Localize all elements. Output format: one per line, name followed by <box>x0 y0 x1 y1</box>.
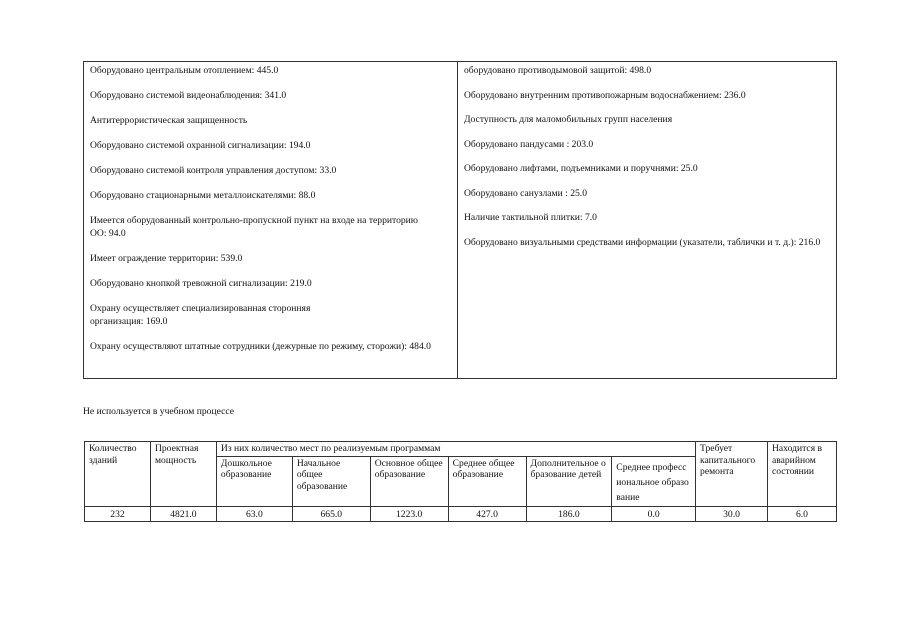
equipment-item: Оборудовано стационарными металлоискателями: 88.0 <box>90 190 316 201</box>
cell-buildings: 232 <box>85 506 151 522</box>
equipment-section-heading: Антитеррористическая защищенность <box>90 115 248 126</box>
equipment-item: Оборудовано санузлами : 25.0 <box>464 187 587 199</box>
cell-emergency: 6.0 <box>767 506 836 522</box>
cell-primary: 665.0 <box>292 506 370 522</box>
header-program: Дошкольное образование <box>216 456 292 506</box>
header-program: Начальное общее образование <box>292 456 370 506</box>
equipment-item: Оборудовано кнопкой тревожной сигнализации: 219.0 <box>90 278 312 289</box>
equipment-item: Оборудовано пандусами : 203.0 <box>464 138 594 150</box>
table-header-row <box>85 442 837 457</box>
equipment-section-heading: Доступность для маломобильных групп населения <box>464 114 673 125</box>
cell-basic: 1223.0 <box>370 506 448 522</box>
equipment-box <box>83 61 837 379</box>
header-buildings: Количество зданий <box>85 442 151 507</box>
header-capacity: Проектная мощность <box>150 442 216 507</box>
header-program: Среднее профессиональное образование <box>612 456 696 506</box>
equipment-item: Имеет ограждение территории: 539.0 <box>90 253 243 264</box>
equipment-item: Охрану осуществляет специализированная сторонняя организация: 169.0 <box>90 303 311 327</box>
cell-capacity: 4821.0 <box>150 506 216 522</box>
equipment-item: Имеется оборудованный контрольно-пропускной пункт на входе на территорию ОО: 94.0 <box>90 215 418 239</box>
equipment-item: Охрану осуществляют штатные сотрудники (дежурные по режиму, сторожи): 484.0 <box>90 341 431 352</box>
cell-secondary: 427.0 <box>448 506 526 522</box>
header-repair: Требует капитального ремонта <box>696 442 768 507</box>
equipment-item: Оборудовано визуальными средствами информации (указатели, таблички и т. д.): 216.0 <box>464 236 821 248</box>
header-emergency: Находится в аварийном состоянии <box>767 442 836 507</box>
equipment-item: Оборудовано системой видеонаблюдения: 341.0 <box>90 90 287 101</box>
equipment-item: Оборудовано системой контроля управления доступом: 33.0 <box>90 165 337 176</box>
cell-repair: 30.0 <box>696 506 768 522</box>
equipment-item: Оборудовано системой охранной сигнализации: 194.0 <box>90 140 311 151</box>
cell-additional: 186.0 <box>526 506 612 522</box>
cell-vocational: 0.0 <box>612 506 696 522</box>
capacity-table <box>84 441 837 522</box>
equipment-item: Оборудовано внутренним противопожарным водоснабжением: 236.0 <box>464 89 746 101</box>
equipment-right-column <box>458 62 836 378</box>
cell-preschool: 63.0 <box>216 506 292 522</box>
equipment-left-column <box>84 62 458 378</box>
section-caption: Не используется в учебном процессе <box>83 406 234 417</box>
equipment-item: Оборудовано центральным отоплением: 445.0 <box>90 65 279 76</box>
header-program: Среднее общее образование <box>448 456 526 506</box>
header-programs-group: Из них количество мест по реализуемым программам <box>216 442 695 457</box>
equipment-item: Наличие тактильной плитки: 7.0 <box>464 212 597 223</box>
equipment-item: Оборудовано лифтами, подъемниками и поручнями: 25.0 <box>464 163 698 174</box>
equipment-item: оборудовано противодымовой защитой: 498.0 <box>464 65 652 76</box>
header-program: Дополнительное образование детей <box>526 456 612 506</box>
header-program: Основное общее образование <box>370 456 448 506</box>
table-row <box>85 506 837 522</box>
